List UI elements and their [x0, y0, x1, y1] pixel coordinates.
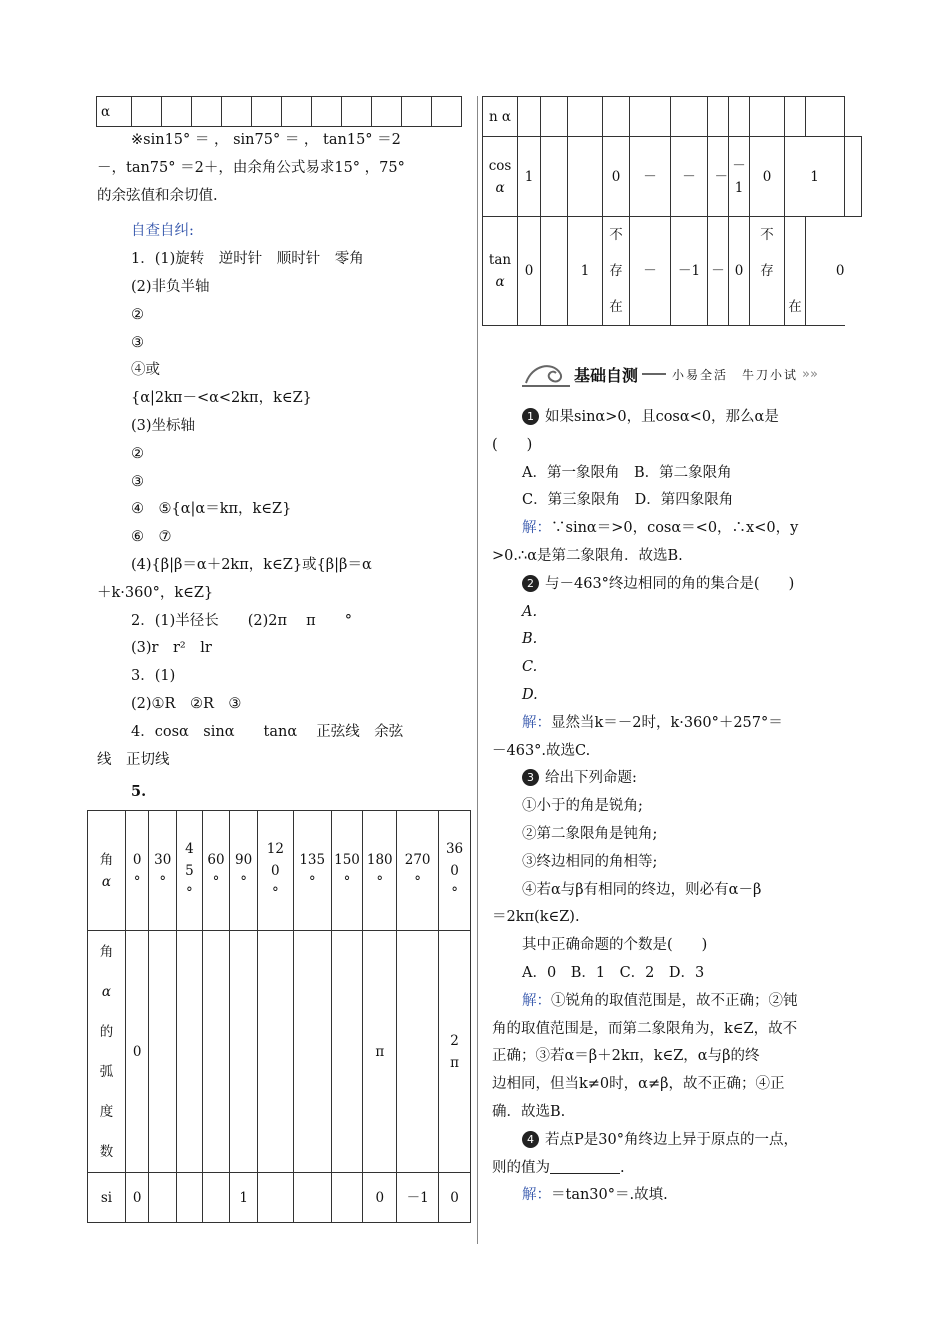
number-4-icon: 4 [522, 1131, 539, 1148]
answer-blank [550, 1159, 620, 1174]
list-item: (2)非负半轴 [131, 278, 210, 295]
list-item: (3)坐标轴 [131, 417, 196, 434]
tan-label-cell: tan α [483, 217, 518, 326]
double-chevron-icon: »» [802, 366, 818, 382]
angle-label-cell: 角 α [88, 811, 126, 931]
banner-subtitle: 小易全活 牛刀小试 [672, 367, 799, 382]
table-row: 角 α 的 弧 度 数 0 π 2 π [88, 931, 471, 1173]
list-item: ③ [131, 334, 144, 351]
list-item: {α|2kπ－<α<2kπ，k∈Z} [131, 390, 312, 407]
number-3-icon: 3 [522, 769, 539, 786]
list-item: ② [131, 306, 144, 323]
swirl-icon [522, 359, 570, 389]
list-item: 线 正切线 [97, 751, 170, 768]
list-item: ② [131, 445, 144, 462]
table-row: cos α 1 0 － － － －1 0 1 [483, 137, 862, 217]
table-row: tan α 0 1 不 存 在 － －1 － 0 不 存 在 0 [483, 217, 862, 326]
note-line-3: 的余弦值和余切值. [97, 187, 218, 204]
note-line-2: －，tan75° ＝2＋，由余角公式易求15° ，75° [97, 159, 405, 176]
banner-title: 基础自测 [574, 365, 639, 385]
item-5-label: 5. [131, 783, 147, 801]
cos-label-cell: cos α [483, 137, 518, 217]
table-row: si 0 1 0 －1 0 [88, 1173, 471, 1223]
basic-self-test-banner [522, 352, 862, 396]
list-item: 3．(1) [131, 668, 176, 685]
radian-label-cell: 角 α 的 弧 度 数 [88, 931, 126, 1173]
list-item: ④ ⑤{α|α＝kπ，k∈Z} [131, 501, 292, 518]
question-3: 3 给出下列命题: ①小于的角是锐角; ②第二象限角是钝角; ③终边相同的角相等; ④若α与β有相同的终边，则必有α－β ＝2kπ(k∈Z). 其中正确命题的个数是( ) A．0 B．1 C．2 D．3 解：①锐角的取值范围是，故不正确；②钝 角的取值范围是，而第二象限角为，k∈Z，故不 正确；③若α＝β＋2kπ，k∈Z，α与β的终 边相同，但当k≠0时，α≠β，故不正确；④正 确．故选B. [492, 770, 798, 1120]
trig-continuation-table [482, 96, 862, 326]
note-line-1: ※sin15° ＝ ， sin75° ＝ ， tan15° ＝2 [131, 132, 401, 148]
column-divider [477, 96, 478, 1244]
list-item: ④或 [131, 362, 160, 379]
self-check-title: 自查自纠: [131, 223, 194, 240]
self-check-list [87, 246, 475, 774]
list-item: 2．(1)半径长 (2)2π π ° [131, 612, 352, 629]
left-column [87, 96, 475, 1223]
table-row: n α [483, 97, 862, 137]
number-1-icon: 1 [522, 408, 539, 425]
list-item: 1．(1)旋转 逆时针 顺时针 零角 [131, 251, 364, 268]
right-column [482, 96, 862, 1210]
angle-value-table [87, 810, 471, 1223]
alpha-cell: α [97, 97, 132, 127]
question-2: 2 与－463°终边相同的角的集合是( ) A. B. C. D. 解：显然当k＝－2时，k·360°＋257°＝ －463°.故选C. [492, 575, 795, 759]
list-item: (3)r r² lr [131, 640, 212, 657]
list-item: (4){β|β＝α＋2kπ，k∈Z}或{β|β＝α [131, 556, 372, 573]
question-1: 1 如果sinα>0，且cosα<0，那么α是 ( ) A．第一象限角 B．第二象限角 C．第三象限角 D．第四象限角 解：∵sinα＝>0，cosα＝<0，∴x<0，y >0.∴α是第二象限角．故选B. [492, 409, 799, 564]
question-4: 4 若点P是30°角终边上异于原点的一点， 则的值为 . 解：＝tan30°＝.故填. [492, 1131, 798, 1204]
top-alpha-row-table [96, 96, 462, 127]
list-item: 4．cosα sinα tanα 正弦线 余弦 [131, 723, 404, 740]
list-item: ③ [131, 473, 144, 490]
list-item: (2)①R ②R ③ [131, 695, 242, 712]
list-item: ＋k·360°，k∈Z} [97, 584, 214, 601]
list-item: ⑥ ⑦ [131, 529, 172, 546]
table-row: 角 α 0 ° 30 ° 4 5 ° 60 ° 90 ° 12 0 ° 135 ° 150 ° 180 ° 270 ° 36 0 ° [88, 811, 471, 931]
number-2-icon: 2 [522, 575, 539, 592]
